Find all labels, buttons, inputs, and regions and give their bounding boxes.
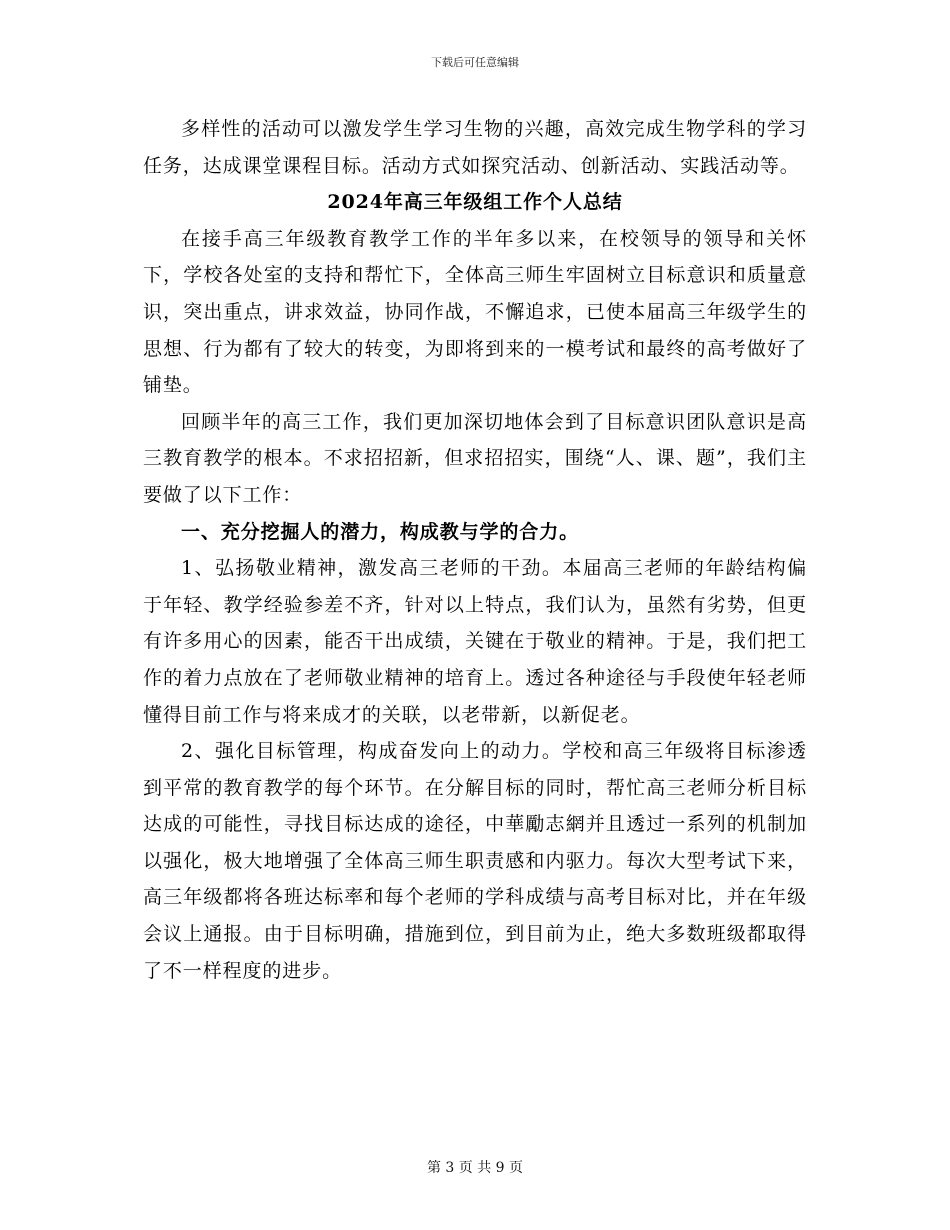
document-title: 2024年高三年级组工作个人总结 [327, 191, 623, 214]
section-heading: 一、充分挖掘人的潜力，构成教与学的合力。 [181, 520, 580, 543]
page-number-footer: 第 3 页 共 9 页 [426, 1160, 524, 1176]
paragraph: 2、强化目标管理，构成奋发向上的动力。学校和高三年级将目标渗透到平常的教育教学的每个环节。在分解目标的同时，帮忙高三老师分析目标达成的可能性，寻找目标达成的途径，中華勵志網并且透过一系列的机制加以强化，极大地增强了全体高三师生职责感和内驱力。每次大型考试下来，高三年级都将各班达标率和每个老师的学科成绩与高考目标对比，并在年级会议上通报。由于目标明确，措施到位，到目前为止，绝大多数班级都取得了不一样程度的进步。 [143, 740, 807, 982]
paragraph: 回顾半年的高三工作，我们更加深切地体会到了目标意识团队意识是高三教育教学的根本。不求招招新，但求招招实，围绕“人、课、题”，我们主要做了以下工作： [143, 410, 807, 506]
page-header-note: 下载后可任意编辑 [431, 56, 519, 69]
paragraph: 多样性的活动可以激发学生学习生物的兴趣，高效完成生物学科的学习任务，达成课堂课程目标。活动方式如探究活动、创新活动、实践活动等。 [143, 118, 807, 177]
paragraph: 1、弘扬敬业精神，激发高三老师的干劲。本届高三老师的年龄结构偏于年轻、教学经验参差不齐，针对以上特点，我们认为，虽然有劣势，但更有许多用心的因素，能否干出成绩，关键在于敬业的精神。于是，我们把工作的着力点放在了老师敬业精神的培育上。透过各种途径与手段使年轻老师懂得目前工作与将来成才的关联，以老带新，以新促老。 [143, 557, 807, 726]
document-body [143, 111, 807, 989]
paragraph: 在接手高三年级教育教学工作的半年多以来，在校领导的领导和关怀下，学校各处室的支持和帮忙下，全体高三师生牢固树立目标意识和质量意识，突出重点，讲求效益，协同作战，不懈追求，已使本届高三年级学生的思想、行为都有了较大的转变，为即将到来的一模考试和最终的高考做好了铺垫。 [143, 227, 807, 397]
